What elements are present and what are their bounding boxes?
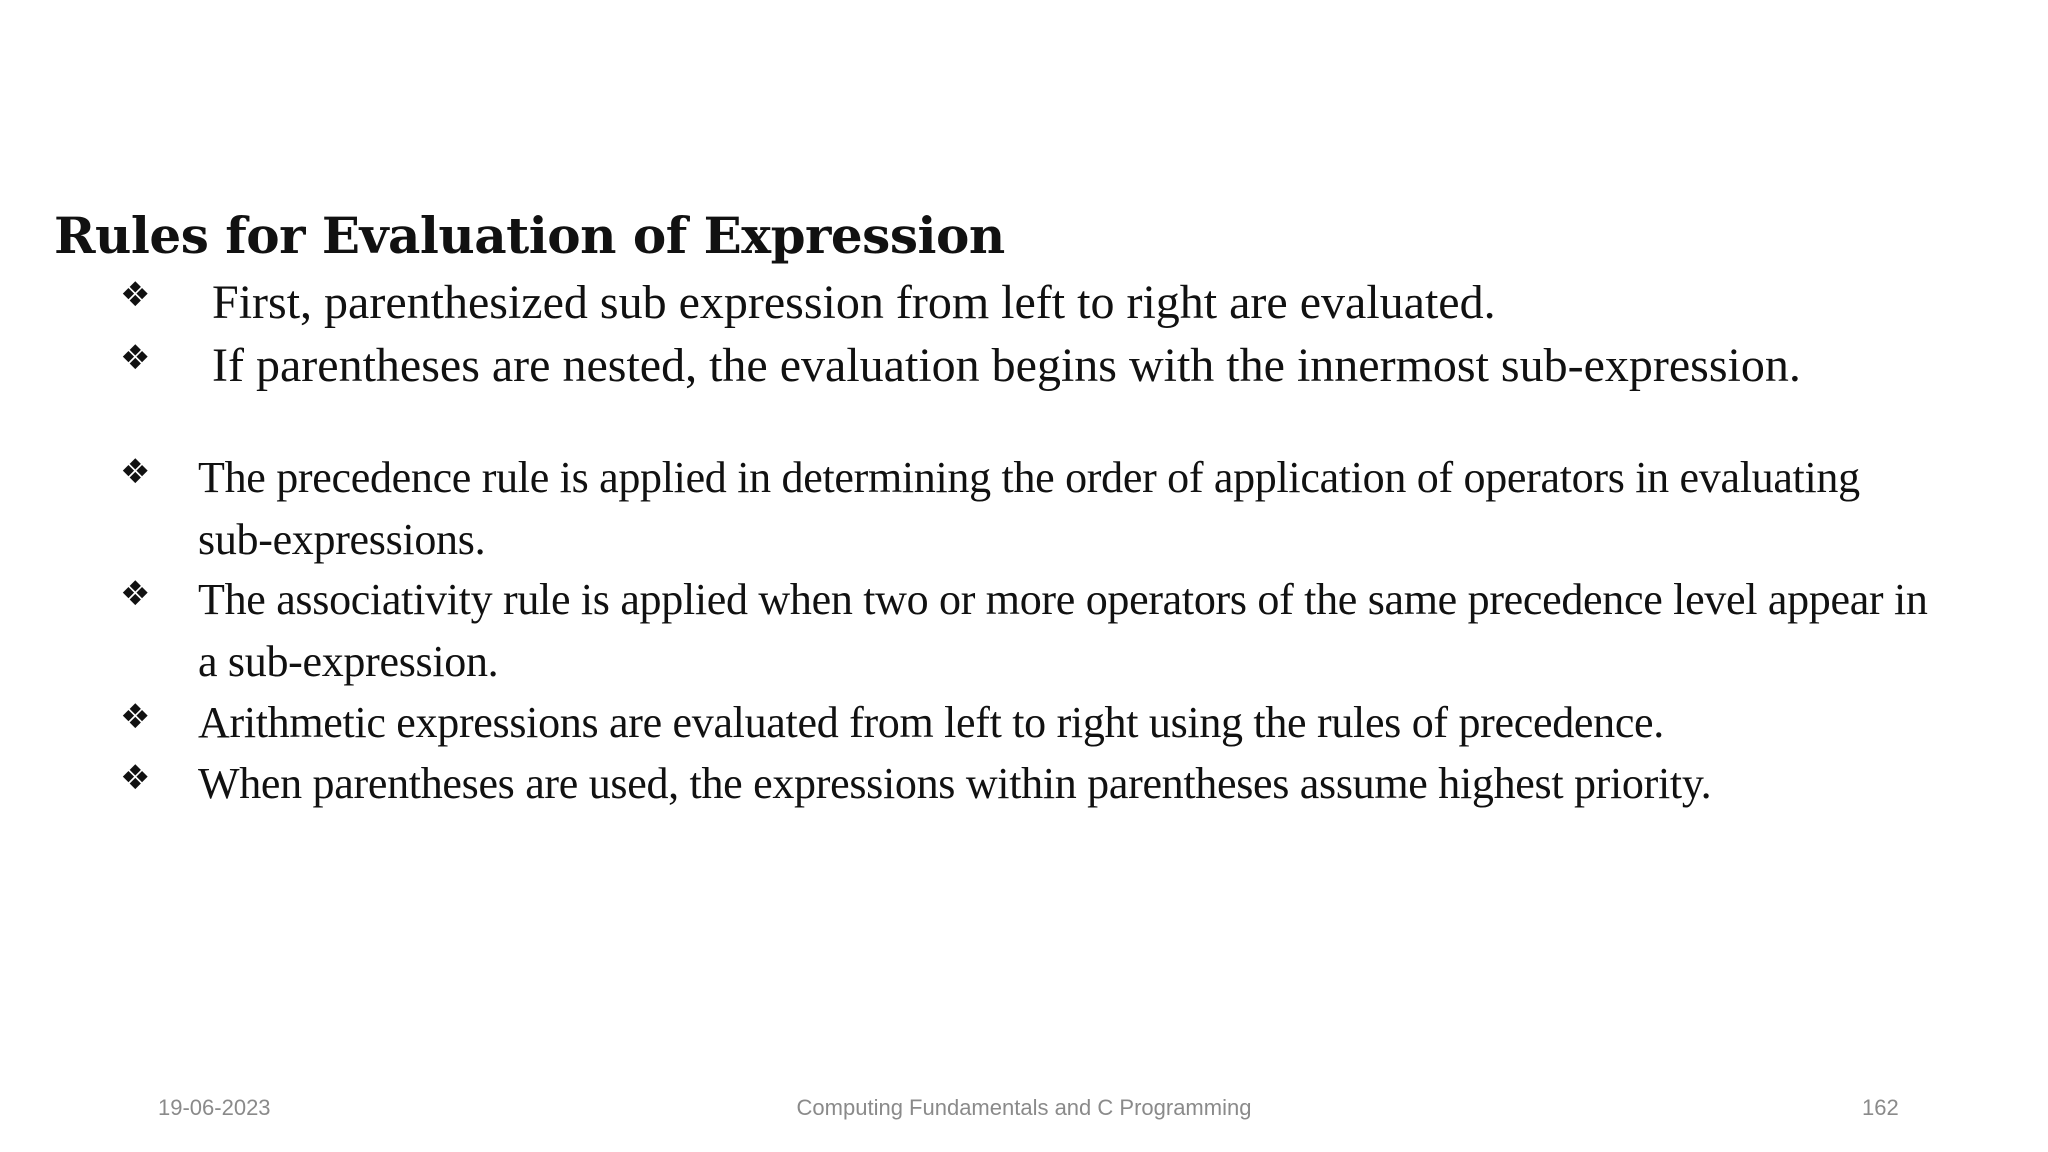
bullet-text: The associativity rule is applied when two or more operators of the same precedence level appear in xyxy=(198,575,1928,624)
diamond-bullet-icon: ❖ xyxy=(120,338,151,378)
bullet-text: a sub-expression. xyxy=(198,637,499,686)
footer-page-number: 162 xyxy=(1862,1095,1899,1120)
bullet-text: sub-expressions. xyxy=(198,515,486,564)
diamond-bullet-icon: ❖ xyxy=(120,574,151,614)
footer-date: 19-06-2023 xyxy=(158,1095,271,1120)
bullet-text: First, parenthesized sub expression from left to right are evaluated. xyxy=(212,276,1496,329)
diamond-bullet-icon: ❖ xyxy=(120,758,151,798)
diamond-bullet-icon: ❖ xyxy=(120,697,151,737)
bullet-text: If parentheses are nested, the evaluation begins with the innermost sub-expression. xyxy=(212,339,1801,392)
bullet-text: Arithmetic expressions are evaluated from left to right using the rules of precedence. xyxy=(198,698,1664,747)
diamond-bullet-icon: ❖ xyxy=(120,275,151,315)
bullet-text: When parentheses are used, the expressions within parentheses assume highest priority. xyxy=(198,759,1712,808)
footer-title: Computing Fundamentals and C Programming xyxy=(796,1095,1252,1120)
bullet-text: The precedence rule is applied in determining the order of application of operators in evaluating xyxy=(198,453,1860,502)
slide-heading: Rules for Evaluation of Expression xyxy=(54,206,1005,265)
diamond-bullet-icon: ❖ xyxy=(120,452,151,492)
